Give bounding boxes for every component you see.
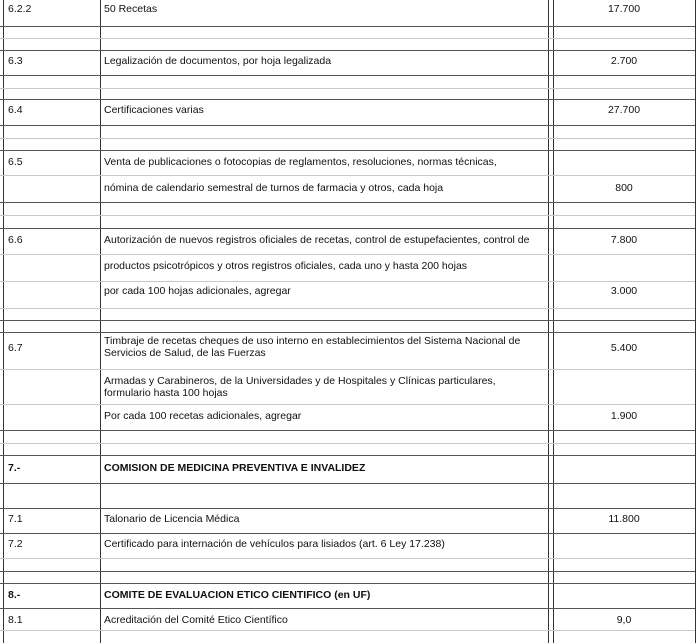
row-rule xyxy=(0,483,695,484)
row-rule xyxy=(0,430,695,431)
row-rule xyxy=(0,558,695,559)
table-border-left xyxy=(3,0,4,643)
row-rule xyxy=(0,308,695,309)
item-description: Acreditación del Comité Etico Científico xyxy=(104,614,288,626)
item-code: 7.1 xyxy=(8,513,23,525)
row-rule xyxy=(0,228,695,229)
item-code: 6.2.2 xyxy=(8,3,32,15)
item-code: 6.6 xyxy=(8,234,23,246)
row-rule xyxy=(0,150,695,151)
column-divider-value xyxy=(553,0,554,643)
item-description: productos psicotrópicos y otros registros oficiales, cada uno y hasta 200 hojas xyxy=(104,260,468,272)
item-value: 7.800 xyxy=(610,234,638,246)
column-divider-desc xyxy=(548,0,549,643)
row-rule xyxy=(0,281,695,282)
row-rule xyxy=(0,88,695,89)
item-value: 800 xyxy=(615,182,633,194)
item-description: nómina de calendario semestral de turnos de farmacia y otros, cada hoja xyxy=(104,182,444,194)
row-rule xyxy=(0,583,695,584)
row-rule xyxy=(0,630,695,631)
item-value: 5.400 xyxy=(610,342,638,354)
column-divider-code xyxy=(100,0,101,643)
row-rule xyxy=(0,455,695,456)
item-value: 3.000 xyxy=(610,285,638,297)
item-code: 6.5 xyxy=(8,156,23,168)
row-rule xyxy=(0,332,695,333)
item-description: formulario hasta 100 hojas xyxy=(104,387,228,399)
item-code: 6.3 xyxy=(8,55,23,67)
row-rule xyxy=(0,571,695,572)
row-rule xyxy=(0,608,695,609)
row-rule xyxy=(0,254,695,255)
item-description: Autorización de nuevos registros oficiales de recetas, control de estupefacientes, control de xyxy=(104,234,530,246)
item-code: 8.1 xyxy=(8,614,23,626)
section-title: COMISION DE MEDICINA PREVENTIVA E INVALIDEZ xyxy=(104,462,366,474)
row-rule xyxy=(0,38,695,39)
item-description: Por cada 100 recetas adicionales, agregar xyxy=(104,410,302,422)
item-description: Legalización de documentos, por hoja legalizada xyxy=(104,55,332,67)
section-code: 8.- xyxy=(8,589,21,601)
row-rule xyxy=(0,443,695,444)
row-rule xyxy=(0,369,695,370)
item-value: 1.900 xyxy=(610,410,638,422)
row-rule xyxy=(0,50,695,51)
item-value: 9,0 xyxy=(616,614,632,626)
row-rule xyxy=(0,138,695,139)
item-description: Timbraje de recetas cheques de uso interno en establecimientos del Sistema Nacional de xyxy=(104,335,521,347)
item-description: Armadas y Carabineros, de la Universidades y de Hospitales y Clínicas particulares, xyxy=(104,375,496,387)
section-title: COMITE DE EVALUACION ETICO CIENTIFICO (en UF) xyxy=(104,589,371,601)
table-border-right xyxy=(695,0,696,643)
row-rule xyxy=(0,215,695,216)
item-value: 2.700 xyxy=(610,55,638,67)
item-description: por cada 100 hojas adicionales, agregar xyxy=(104,285,291,297)
row-rule xyxy=(0,202,695,203)
row-rule xyxy=(0,508,695,509)
item-value: 11.800 xyxy=(608,513,640,525)
item-description: Certificaciones varias xyxy=(104,104,204,116)
row-rule xyxy=(0,175,695,176)
row-rule xyxy=(0,75,695,76)
item-value: 17.700 xyxy=(607,3,641,15)
row-rule xyxy=(0,404,695,405)
row-rule xyxy=(0,125,695,126)
item-value: 27.700 xyxy=(607,104,641,116)
item-description: 50 Recetas xyxy=(104,3,158,15)
section-code: 7.- xyxy=(8,462,21,474)
item-description: Servicios de Salud, de las Fuerzas xyxy=(104,347,266,359)
item-code: 6.4 xyxy=(8,104,23,116)
item-description: Venta de publicaciones o fotocopias de reglamentos, resoluciones, normas técnicas, xyxy=(104,156,497,168)
item-description: Certificado para internación de vehículos para lisiados (art. 6 Ley 17.238) xyxy=(104,538,445,550)
item-code: 7.2 xyxy=(8,538,23,550)
item-description: Talonario de Licencia Médica xyxy=(104,513,240,525)
row-rule xyxy=(0,533,695,534)
row-rule xyxy=(0,26,695,27)
row-rule xyxy=(0,99,695,100)
item-code: 6.7 xyxy=(8,342,23,354)
row-rule xyxy=(0,320,695,321)
